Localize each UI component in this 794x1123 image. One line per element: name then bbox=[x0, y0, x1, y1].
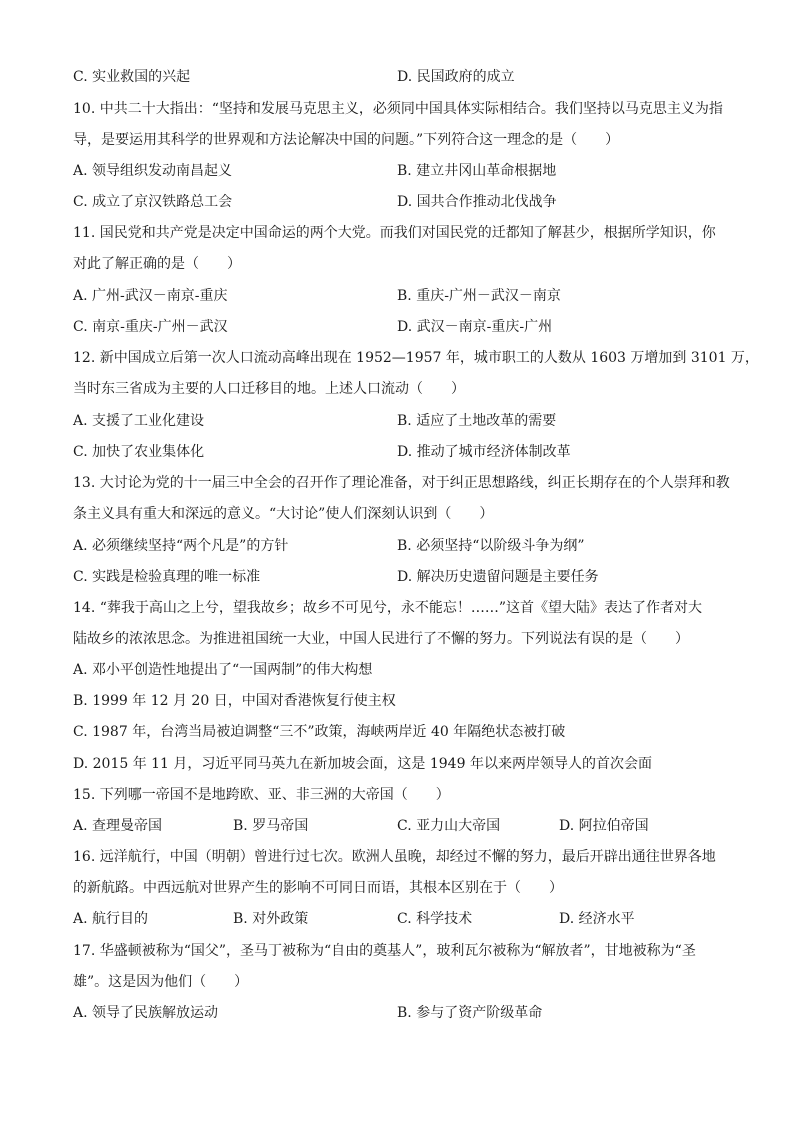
q11-option-b: B. 重庆-广州－武汉－南京 bbox=[397, 288, 561, 304]
q9-option-d: D. 民国政府的成立 bbox=[397, 69, 515, 85]
q17-stem-line-2: 雄”。这是因为他们（ ） bbox=[73, 974, 249, 990]
q14-option-c: C. 1987 年，台湾当局被迫调整“三不”政策，海峡两岸近 40 年隔绝状态被打破 bbox=[73, 724, 566, 740]
q16-option-b: B. 对外政策 bbox=[233, 911, 309, 927]
q13-option-a: A. 必须继续坚持“两个凡是”的方针 bbox=[73, 538, 289, 554]
q16-stem-line-2: 的新航路。中西远航对世界产生的影响不可同日而语，其根本区别在于（ ） bbox=[73, 880, 563, 896]
q15-option-a: A. 查理曼帝国 bbox=[73, 818, 163, 834]
q12-option-d: D. 推动了城市经济体制改革 bbox=[397, 444, 571, 460]
q17-option-b: B. 参与了资产阶级革命 bbox=[397, 1005, 543, 1021]
q10-option-a: A. 领导组织发动南昌起义 bbox=[73, 163, 233, 179]
q15-option-d: D. 阿拉伯帝国 bbox=[559, 818, 649, 834]
q16-option-d: D. 经济水平 bbox=[559, 911, 635, 927]
q11-stem-line-1: 11. 国民党和共产党是决定中国命运的两个大党。而我们对国民党的迁都知了解甚少，根据所学知识，你 bbox=[73, 225, 716, 241]
q14-option-d: D. 2015 年 11 月，习近平同马英九在新加坡会面，这是 1949 年以来两岸领导人的首次会面 bbox=[73, 756, 652, 772]
q14-option-a: A. 邓小平创造性地提出了“一国两制”的伟大构想 bbox=[73, 662, 373, 678]
q17-option-a: A. 领导了民族解放运动 bbox=[73, 1005, 219, 1021]
q10-stem-line-1: 10. 中共二十大指出：“坚持和发展马克思主义，必须同中国具体实际相结合。我们坚持以马克思主义为指 bbox=[73, 101, 723, 117]
q11-option-d: D. 武汉－南京-重庆-广州 bbox=[397, 319, 553, 335]
q9-option-c: C. 实业救国的兴起 bbox=[73, 69, 191, 85]
q12-stem-line-2: 当时东三省成为主要的人口迁移目的地。上述人口流动（ ） bbox=[73, 381, 465, 397]
q12-option-a: A. 支援了工业化建设 bbox=[73, 413, 205, 429]
q16-option-c: C. 科学技术 bbox=[397, 911, 473, 927]
q17-stem-line-1: 17. 华盛顿被称为“国父”，圣马丁被称为“自由的奠基人”，玻利瓦尔被称为“解放者”，甘地被称为“圣 bbox=[73, 943, 696, 959]
q15-option-c: C. 亚力山大帝国 bbox=[397, 818, 501, 834]
q16-stem-line-1: 16. 远洋航行，中国（明朝）曾进行过七次。欧洲人虽晚，却经过不懈的努力，最后开辟出通往世界各地 bbox=[73, 849, 716, 865]
q10-option-c: C. 成立了京汉铁路总工会 bbox=[73, 194, 233, 210]
q10-option-d: D. 国共合作推动北伐战争 bbox=[397, 194, 557, 210]
q13-stem-line-1: 13. 大讨论为党的十一届三中全会的召开作了理论准备，对于纠正思想路线，纠正长期存在的个人崇拜和教 bbox=[73, 475, 730, 491]
q12-option-c: C. 加快了农业集体化 bbox=[73, 444, 205, 460]
q11-stem-line-2: 对此了解正确的是（ ） bbox=[73, 256, 241, 272]
q10-option-b: B. 建立井冈山革命根据地 bbox=[397, 163, 557, 179]
q13-option-c: C. 实践是检验真理的唯一标准 bbox=[73, 569, 261, 585]
q13-option-d: D. 解决历史遗留问题是主要任务 bbox=[397, 569, 599, 585]
q11-option-a: A. 广州-武汉－南京-重庆 bbox=[73, 288, 228, 304]
q12-stem-line-1: 12. 新中国成立后第一次人口流动高峰出现在 1952—1957 年，城市职工的人数从 1603 万增加到 3101 万， bbox=[73, 350, 759, 366]
q16-option-a: A. 航行目的 bbox=[73, 911, 149, 927]
q15-option-b: B. 罗马帝国 bbox=[233, 818, 309, 834]
q13-stem-line-2: 条主义具有重大和深远的意义。“大讨论”使人们深刻认识到（ ） bbox=[73, 506, 494, 522]
q13-option-b: B. 必须坚持“以阶级斗争为纲” bbox=[397, 538, 585, 554]
q10-stem-line-2: 导，是要运用其科学的世界观和方法论解决中国的问题。”下列符合这一理念的是（ ） bbox=[73, 132, 620, 148]
q12-option-b: B. 适应了土地改革的需要 bbox=[397, 413, 557, 429]
q14-stem-line-2: 陆故乡的浓浓思念。为推进祖国统一大业，中国人民进行了不懈的努力。下列说法有误的是（ ） bbox=[73, 631, 689, 647]
q11-option-c: C. 南京-重庆-广州－武汉 bbox=[73, 319, 228, 335]
q14-stem-line-1: 14. “葬我于高山之上兮，望我故乡；故乡不可见兮，永不能忘！……”这首《望大陆》表达了作者对大 bbox=[73, 600, 703, 616]
q15-stem-line-1: 15. 下列哪一帝国不是地跨欧、亚、非三洲的大帝国（ ） bbox=[73, 787, 450, 803]
q14-option-b: B. 1999 年 12 月 20 日，中国对香港恢复行使主权 bbox=[73, 693, 396, 709]
